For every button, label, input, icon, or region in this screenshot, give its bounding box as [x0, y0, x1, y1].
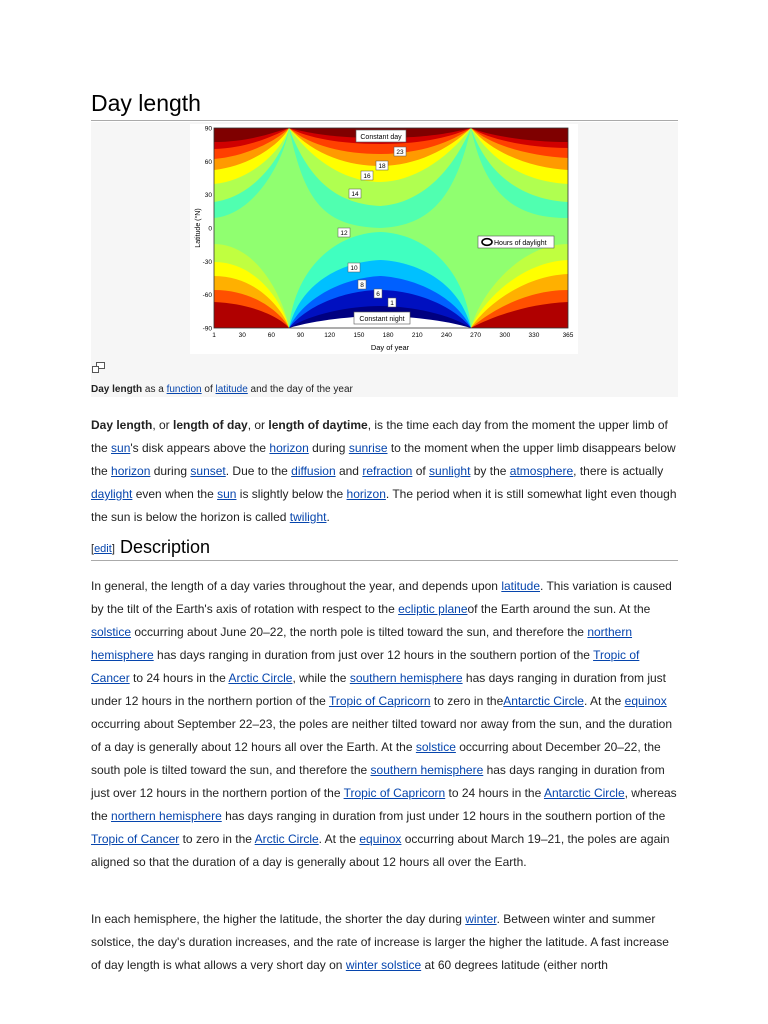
text-run: occurring about June 20–22, the north pole is tilted toward the sun, and therefore the [131, 625, 588, 639]
y-tick-label: 0 [208, 225, 212, 233]
inline-link[interactable]: horizon [346, 487, 386, 501]
legend-label: Hours of daylight [494, 240, 547, 247]
edit-link-wrapper: [edit] [91, 543, 115, 555]
contour-label-text: 6 [376, 291, 380, 298]
text-run: to 24 hours in the [445, 786, 544, 800]
text-run: occurring about December 20–22, the south pole is tilted toward the sun, and therefore the [91, 740, 661, 777]
section-heading [91, 536, 678, 560]
inline-link[interactable]: Antarctic Circle [543, 786, 625, 800]
text-run: even when the [132, 487, 218, 501]
x-tick-label: 90 [296, 332, 305, 339]
text-run: . Between winter and summer solstice, the day's duration increases, and the rate of increase is larger the higher the latitude. A fast increase of day length is what allows a very short day on [91, 912, 669, 972]
section-divider [91, 560, 678, 561]
text-run: , while the [292, 671, 350, 685]
contour-label-text: 8 [360, 282, 364, 289]
annotation-constant-night [354, 312, 410, 324]
bold-term: Day length [91, 418, 153, 432]
annotation-constant-day [356, 130, 406, 142]
text-run: has days ranging in duration from just over 12 hours in the northern portion of the [91, 763, 665, 800]
contour-label-text: 14 [351, 191, 359, 198]
inline-link[interactable]: diffusion [291, 464, 336, 478]
x-tick-label: 180 [382, 332, 394, 339]
section-title: Description [120, 537, 211, 557]
x-tick-label: 300 [499, 332, 511, 339]
figure-caption [91, 384, 353, 395]
inline-link[interactable]: horizon [111, 464, 151, 478]
inline-link[interactable]: atmosphere [509, 464, 574, 478]
text-run: In general, the length of a day varies throughout the year, and depends upon [91, 579, 502, 593]
text-run: . [326, 510, 330, 524]
inline-link[interactable]: solstice [91, 625, 132, 639]
inline-link[interactable]: ecliptic plane [398, 602, 468, 616]
inline-link[interactable]: Tropic of Cancer [91, 648, 640, 685]
x-tick-label: 270 [470, 332, 482, 339]
text-run: , whereas the [91, 786, 677, 823]
text-run: . The period when it is still somewhat light even though the sun is below the horizon is called [91, 487, 677, 524]
text-run: to zero in the [430, 694, 504, 708]
text-run: , or [247, 418, 269, 432]
bold-term: length of day [173, 418, 248, 432]
annotation-top-text: Constant day [360, 134, 402, 141]
y-tick-labels [203, 126, 213, 333]
text-run: and [335, 464, 363, 478]
inline-link[interactable]: Arctic Circle [228, 671, 293, 685]
inline-link[interactable]: southern hemisphere [370, 763, 484, 777]
x-tick-label: 330 [528, 332, 540, 339]
text-run: to the moment when the upper limb disappears below the [91, 441, 676, 478]
inline-link[interactable]: solstice [415, 740, 456, 754]
inline-link[interactable]: sunrise [348, 441, 388, 455]
text-run: at 60 degrees latitude (either north [421, 958, 608, 972]
x-tick-label: 1 [212, 332, 216, 339]
contour-label-text: 12 [340, 230, 348, 237]
bold-term: length of daytime [268, 418, 368, 432]
inline-link[interactable]: winter [465, 912, 497, 926]
contour-label [349, 189, 361, 198]
inline-link[interactable]: horizon [269, 441, 309, 455]
caption-text-1: as a [142, 384, 167, 395]
caption-link-function[interactable]: function [166, 384, 202, 395]
edit-link[interactable]: edit [94, 543, 112, 555]
text-run: has days ranging in duration from just under 12 hours in the southern portion of the [221, 809, 666, 823]
contour-label [376, 161, 388, 170]
ylabel: Latitude (°N) [195, 208, 202, 248]
text-run: to 24 hours in the [129, 671, 229, 685]
inline-link[interactable]: twilight [289, 510, 327, 524]
inline-link[interactable]: northern hemisphere [91, 625, 633, 662]
contour-label [338, 228, 350, 237]
text-run: , there is actually [573, 464, 664, 478]
x-tick-label: 240 [441, 332, 452, 339]
x-tick-label: 120 [324, 332, 336, 339]
text-run: 's disk appears above the [130, 441, 270, 455]
inline-link[interactable]: Tropic of Cancer [91, 832, 180, 846]
text-run: occurring about September 22–23, the poles are neither tilted toward nor away from the sun, and the duration of a day is generally about 12 hours all over the Earth. At the [91, 717, 673, 754]
caption-text-3: and the day of the year [247, 384, 353, 395]
contour-label-text: 23 [396, 149, 404, 156]
inline-link[interactable]: winter solstice [345, 958, 422, 972]
inline-link[interactable]: Tropic of Capricorn [328, 694, 431, 708]
inline-link[interactable]: southern hemisphere [349, 671, 463, 685]
description-paragraph-1 [91, 575, 681, 874]
text-run: . Due to the [225, 464, 292, 478]
y-tick-label: 90 [204, 125, 212, 133]
title-divider [91, 120, 678, 121]
text-run: of [412, 464, 430, 478]
contour-label [374, 289, 382, 298]
text-run: , or [152, 418, 174, 432]
inline-link[interactable]: latitude [501, 579, 541, 593]
text-run: . At the [318, 832, 360, 846]
inline-link[interactable]: northern hemisphere [111, 809, 222, 823]
contour-label [348, 263, 360, 272]
inline-link[interactable]: equinox [624, 694, 667, 708]
contour-label [358, 280, 366, 289]
caption-text-2: of [201, 384, 216, 395]
inline-link[interactable]: daylight [91, 487, 133, 501]
contour-label-text: 10 [350, 265, 358, 272]
legend [478, 236, 554, 248]
text-run: during [308, 441, 349, 455]
inline-link[interactable]: sunset [190, 464, 226, 478]
text-run: occurring about March 19–21, the poles are again aligned so that the duration of a day is generally about 12 hours all over the Earth. [91, 832, 670, 869]
contour-label-text: 1 [390, 300, 394, 307]
xlabel: Day of year [370, 343, 410, 352]
text-run: has days ranging in duration from just over 12 hours in the southern portion of the [153, 648, 594, 662]
text-run: to zero in the [179, 832, 255, 846]
text-run: has days ranging in duration from just under 12 hours in the northern portion of the [91, 671, 667, 708]
x-tick-labels [212, 332, 574, 339]
inline-link[interactable]: sun [217, 487, 237, 501]
page-title: Day length [91, 90, 201, 116]
inline-link[interactable]: Antarctic Circle [503, 694, 584, 708]
text-run: by the [470, 464, 510, 478]
contour-label [361, 171, 373, 180]
x-tick-label: 30 [238, 332, 246, 339]
x-tick-label: 210 [411, 332, 423, 339]
text-run: during [150, 464, 191, 478]
text-run: . At the [583, 694, 625, 708]
contour-label [388, 298, 396, 307]
text-run: In each hemisphere, the higher the latitude, the shorter the day during [91, 912, 466, 926]
magnify-clip-icon[interactable] [92, 362, 105, 373]
annotation-bottom-text: Constant night [359, 316, 405, 323]
x-tick-label: 150 [353, 332, 365, 339]
day-length-plot[interactable] [190, 124, 578, 354]
inline-link[interactable]: equinox [359, 832, 402, 846]
intro-paragraph [91, 414, 681, 529]
inline-link[interactable]: sunlight [429, 464, 471, 478]
x-tick-label: 365 [562, 332, 574, 339]
y-tick-label: 30 [204, 192, 212, 200]
text-run: . This variation is caused by the tilt of the Earth's axis of rotation with respect to the [91, 579, 672, 616]
y-tick-label: -30 [202, 258, 212, 266]
inline-link[interactable]: Tropic of Capricorn [343, 786, 446, 800]
caption-link-latitude[interactable]: latitude [215, 384, 248, 395]
inline-link[interactable]: sun [111, 441, 131, 455]
y-tick-label: 60 [204, 158, 212, 166]
contour-chart [190, 124, 578, 354]
caption-bold: Day length [91, 384, 143, 395]
contour-label [394, 147, 406, 156]
x-tick-label: 60 [267, 332, 275, 339]
inline-link[interactable]: Arctic Circle [254, 832, 319, 846]
text-run: , is the time each day from the moment the upper limb of the [91, 418, 668, 455]
contour-label-text: 16 [363, 173, 371, 180]
description-paragraph-2 [91, 908, 681, 977]
y-tick-label: -90 [202, 325, 212, 333]
contour-label-text: 18 [378, 163, 386, 170]
inline-link[interactable]: refraction [362, 464, 413, 478]
y-tick-label: -60 [202, 292, 212, 300]
text-run: is slightly below the [236, 487, 347, 501]
text-run: of the Earth around the sun. At the [467, 602, 651, 616]
